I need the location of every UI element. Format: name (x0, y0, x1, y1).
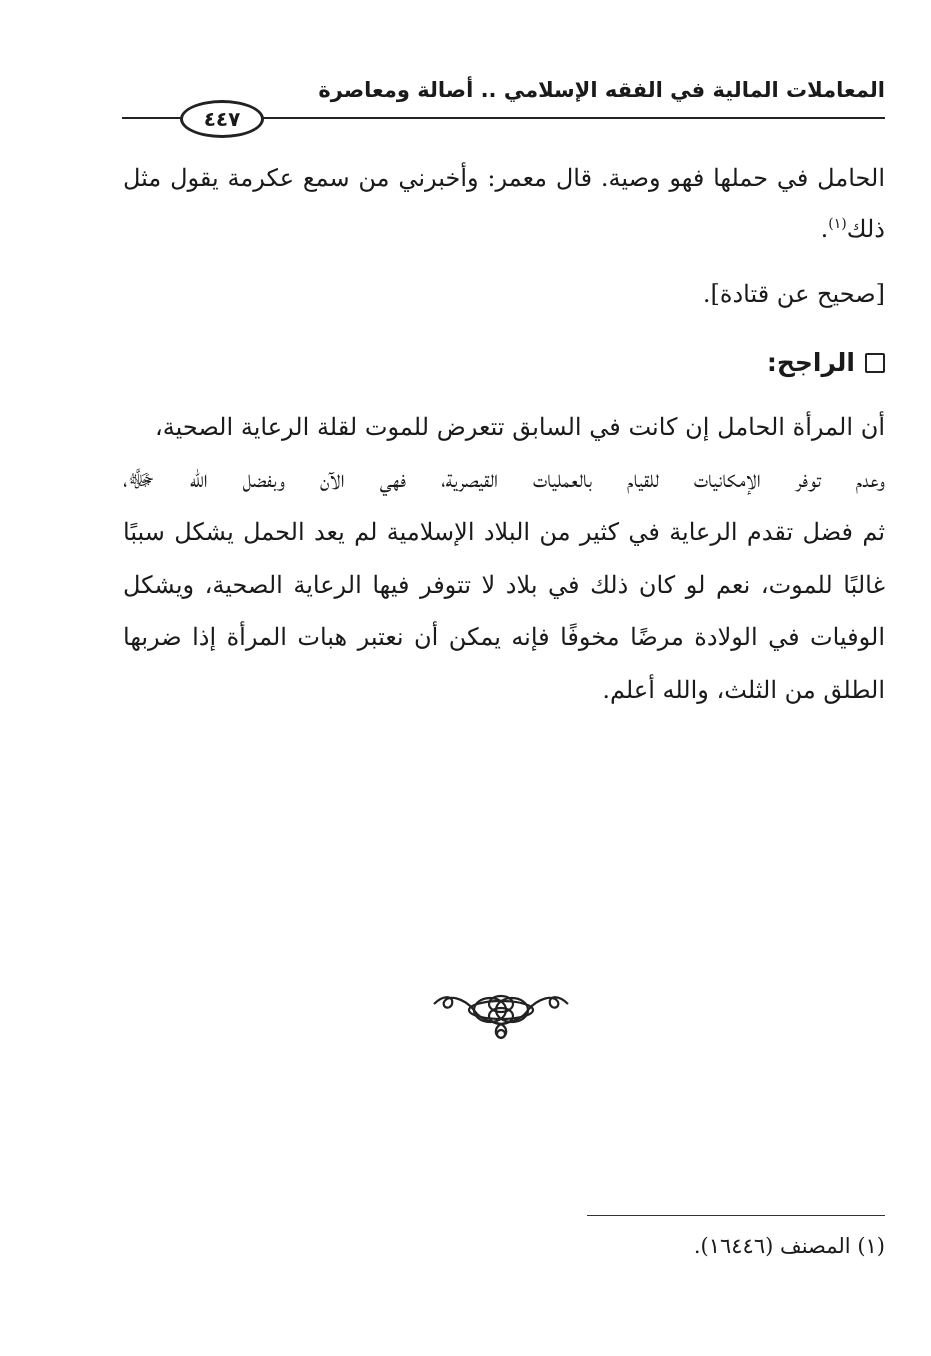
footnote-ref: (١) (828, 216, 847, 232)
ornament-icon (430, 990, 572, 1045)
body-line-6: الطلق من الثلث، والله أعلم. (602, 676, 885, 704)
paragraph-1-line-2-text: ذلك (846, 215, 885, 243)
page-number-oval (180, 100, 264, 138)
running-header-title: المعاملات المالية في الفقه الإسلامي .. أصالة ومعاصرة (318, 78, 885, 102)
footnote-rule (587, 1215, 885, 1216)
page-number: ٤٤٧ (203, 107, 241, 131)
grading-note: [صحيح عن قتادة]. (702, 280, 885, 308)
body-line-4: غالبًا للموت، نعم لو كان ذلك في بلاد لا تتوفر فيها الرعاية الصحية، ويشكل (123, 571, 885, 599)
section-heading-text: الراجح: (766, 348, 855, 377)
checkbox-icon (865, 353, 885, 373)
paragraph-1-line-2 (123, 215, 885, 244)
body-line-3: ثم فضل تقدم الرعاية في كثير من البلاد الإسلامية لم يعد الحمل يشكل سببًا (123, 518, 885, 546)
paragraph-1-end: . (820, 215, 829, 243)
body-line-1: أن المرأة الحامل إن كانت في السابق تتعرض للموت لقلة الرعاية الصحية، (155, 413, 885, 441)
section-heading (767, 348, 885, 377)
footnote: (١) المصنف (١٦٤٤٦). (693, 1234, 885, 1258)
body-line-5: الوفيات في الولادة مرضًا مخوفًا فإنه يمكن أن نعتبر هبات المرأة إذا ضربها (123, 623, 885, 651)
body-line-2: وعدم توفر الإمكانيات للقيام بالعمليات القيصرية، فهي الآن وبفضل الله ﷻ، (123, 465, 885, 493)
paragraph-1-line-1: الحامل في حملها فهو وصية. قال معمر: وأخبرني من سمع عكرمة يقول مثل (123, 164, 885, 192)
